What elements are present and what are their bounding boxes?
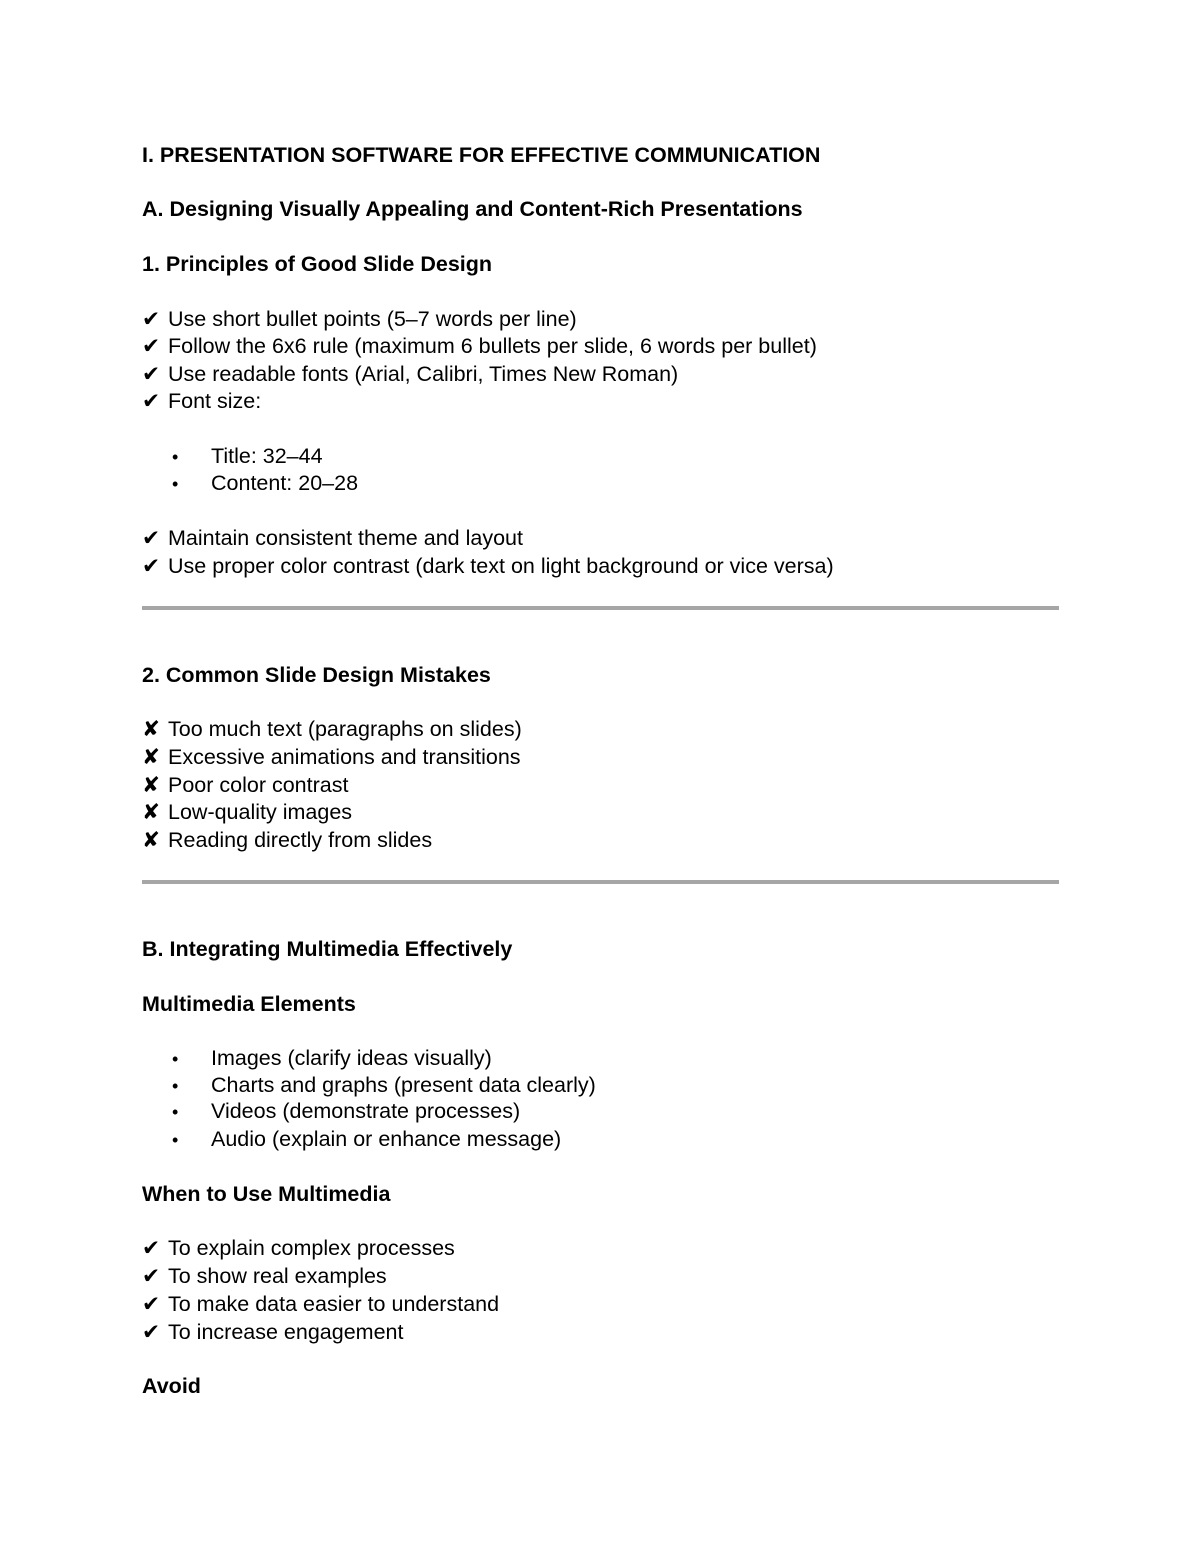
bullet-dot-icon: • (172, 474, 179, 494)
principle-item: ✔ Use readable fonts (Arial, Calibri, Times New Roman) (142, 362, 679, 386)
when-item: ✔ To show real examples (142, 1264, 387, 1288)
multimedia-element-item: • Images (clarify ideas visually) (172, 1044, 492, 1073)
mistake-item: ✘ Poor color contrast (142, 773, 349, 797)
principle-item: ✔ Use short bullet points (5–7 words per line) (142, 307, 577, 331)
avoid-heading: Avoid (142, 1374, 201, 1398)
check-mark-icon: ✔ (142, 1264, 161, 1288)
bullet-dot-icon: • (172, 1130, 179, 1150)
bullet-dot-icon: • (172, 1102, 179, 1122)
check-mark-icon: ✔ (142, 389, 161, 413)
when-to-use-heading: When to Use Multimedia (142, 1182, 391, 1206)
check-mark-icon: ✔ (142, 526, 161, 550)
check-mark-icon: ✔ (142, 554, 161, 578)
horizontal-divider (142, 880, 1059, 884)
bullet-dot-icon: • (172, 447, 179, 467)
multimedia-element-item: • Videos (demonstrate processes) (172, 1097, 520, 1126)
mistake-item: ✘ Low-quality images (142, 800, 353, 824)
multimedia-elements-heading: Multimedia Elements (142, 992, 356, 1016)
check-mark-icon: ✔ (142, 362, 161, 386)
section-b-heading: B. Integrating Multimedia Effectively (142, 937, 513, 961)
cross-mark-icon: ✘ (142, 773, 161, 797)
principle-item: ✔ Use proper color contrast (dark text on light background or vice versa) (142, 554, 834, 578)
cross-mark-icon: ✘ (142, 717, 161, 741)
mistake-item: ✘ Excessive animations and transitions (142, 745, 521, 769)
check-mark-icon: ✔ (142, 1236, 161, 1260)
check-mark-icon: ✔ (142, 307, 161, 331)
horizontal-divider (142, 606, 1059, 610)
when-item: ✔ To increase engagement (142, 1320, 404, 1344)
when-item: ✔ To make data easier to understand (142, 1292, 500, 1316)
font-size-bullet: • Content: 20–28 (172, 469, 358, 498)
mistake-item: ✘ Too much text (paragraphs on slides) (142, 717, 522, 741)
principle-item: ✔ Maintain consistent theme and layout (142, 526, 523, 550)
cross-mark-icon: ✘ (142, 828, 161, 852)
cross-mark-icon: ✘ (142, 800, 161, 824)
check-mark-icon: ✔ (142, 1292, 161, 1316)
principles-heading: 1. Principles of Good Slide Design (142, 252, 493, 276)
check-mark-icon: ✔ (142, 334, 161, 358)
multimedia-element-item: • Charts and graphs (present data clearly) (172, 1071, 596, 1100)
check-mark-icon: ✔ (142, 1320, 161, 1344)
multimedia-element-item: • Audio (explain or enhance message) (172, 1125, 561, 1154)
when-item: ✔ To explain complex processes (142, 1236, 455, 1260)
mistakes-heading: 2. Common Slide Design Mistakes (142, 663, 491, 687)
bullet-dot-icon: • (172, 1049, 179, 1069)
bullet-dot-icon: • (172, 1076, 179, 1096)
mistake-item: ✘ Reading directly from slides (142, 828, 433, 852)
font-size-bullet: • Title: 32–44 (172, 442, 323, 471)
cross-mark-icon: ✘ (142, 745, 161, 769)
section-a-heading: A. Designing Visually Appealing and Content-Rich Presentations (142, 197, 803, 221)
principle-item: ✔ Follow the 6x6 rule (maximum 6 bullets per slide, 6 words per bullet) (142, 334, 817, 358)
principle-item: ✔ Font size: (142, 389, 262, 413)
document-title: I. PRESENTATION SOFTWARE FOR EFFECTIVE COMMUNICATION (142, 143, 821, 167)
